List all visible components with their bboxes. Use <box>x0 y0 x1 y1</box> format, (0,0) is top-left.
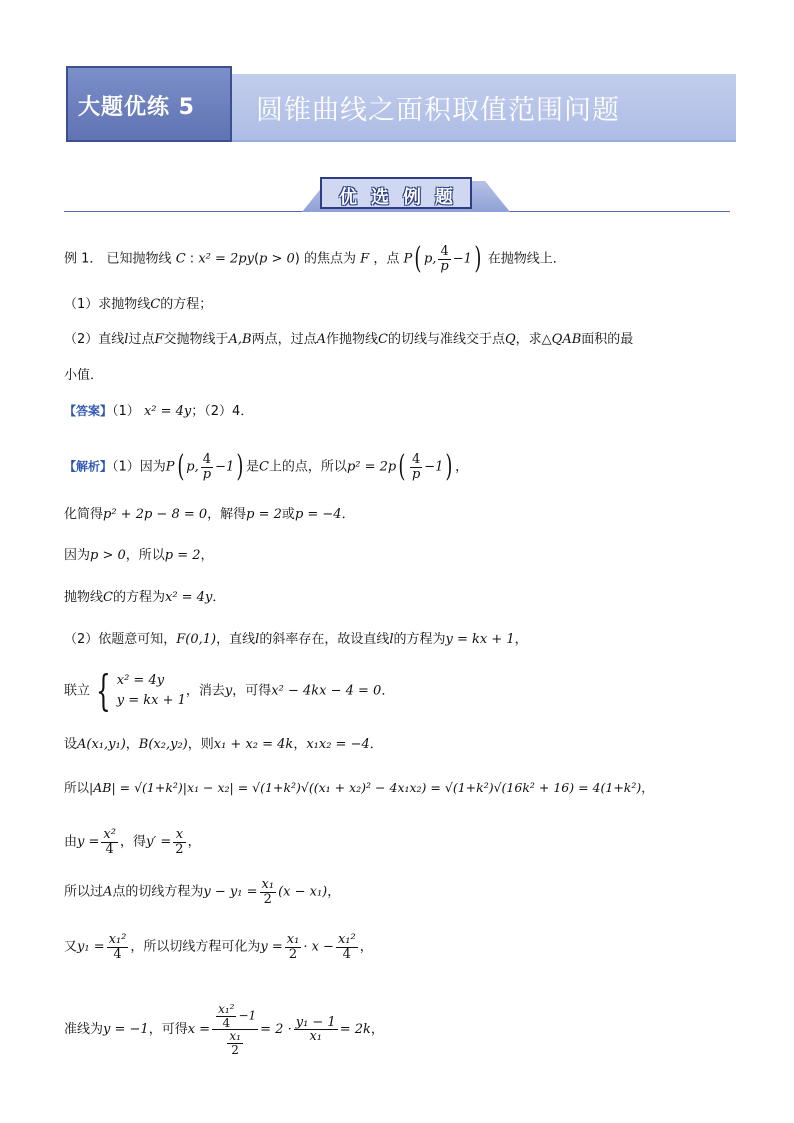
math: −1 <box>452 251 472 267</box>
solution-line-2: 化简得p² + 2p − 8 = 0，解得p = 2或p = −4． <box>64 507 355 522</box>
section-tag-box <box>320 177 472 209</box>
page-title: 圆锥曲线之面积取值范围问题 <box>256 95 620 126</box>
answer-line: 【答案】（1） x² = 4y；（2）4． <box>64 404 254 419</box>
header-banner <box>66 66 736 144</box>
solution-line-12: 准线为y = −1，可得x = $\frac{\text{x₁²}}{4}$ −1 $\frac{\text{x₁}}{2}$ = 2 · $\frac{\text{y₁ − 1}}{\text{x₁}}$ = 2k， <box>64 1002 384 1057</box>
solution-line-10: 所以过A点的切线方程为y − y₁ = $\frac{\text{x₁}}{2}$ (x − x₁)， <box>64 877 341 907</box>
math: x² = 2py <box>198 251 254 267</box>
solution-line-7: 设A(x₁,y₁)，B(x₂,y₂)，则x₁ + x₂ = 4k，x₁x₂ = −4． <box>64 737 383 752</box>
solution-line-6: 联立 { x² = 4y y = kx + 1 ，消去y，可得x² − 4kx − 4 = 0． <box>64 666 395 715</box>
section-tag-text: 优选例题 <box>339 187 467 208</box>
text: 已知抛物线 <box>106 251 172 267</box>
fraction: $\frac{4}{p}$ <box>440 243 449 274</box>
solution-label: 【解析】 <box>64 459 113 474</box>
solution-line-5: （2）依题意可知，F(0,1)，直线l的斜率存在，故设直线l的方程为y = kx + 1， <box>64 632 528 647</box>
problem-q2-cont: 小值． <box>64 368 104 383</box>
math: C <box>175 251 186 267</box>
text: 的焦点为 <box>304 251 357 267</box>
math: p > 0 <box>259 251 295 267</box>
problem-label: 例 1． <box>64 251 103 267</box>
problem-line-1: 例 1． 已知抛物线 C : x² = 2py(p > 0) 的焦点为 F ，点 P( p, $\frac{4}{p}$ −1) 在抛物线上． <box>64 241 566 276</box>
solution-line-9: 由y = $\frac{\text{x²}}{4}$ ，得y′ = $\frac{x}{2}$ ， <box>64 827 201 857</box>
section-tag <box>64 175 730 215</box>
text: ，点 <box>373 251 400 267</box>
solution-line-8: 所以|AB| = √(1+k²)|x₁ − x₂| = √(1+k²)√((x₁ + x₂)² − 4x₁x₂) = √(1+k²)√(16k² + 16) = 4(1+k²)， <box>64 780 654 795</box>
header-badge-text: 大题优练 5 <box>78 95 195 120</box>
solution-line-11: 又y₁ = $\frac{\text{x₁²}}{4}$ ，所以切线方程可化为y = $\frac{\text{x₁}}{2}$ · x − $\frac{\text{x₁²}}{4}$ ， <box>64 932 373 962</box>
solution-line-1: 【解析】（1）因为P( p, $\frac{4}{p}$ −1) 是C上的点，所以p² = 2p( $\frac{4}{p}$ −1) ， <box>64 449 469 484</box>
text: 在抛物线上． <box>487 251 566 267</box>
solution-line-3: 因为p > 0，所以p = 2， <box>64 548 214 563</box>
problem-q2: （2）直线l过点F交抛物线于A,B两点，过点A作抛物线C的切线与准线交于点Q，求△QAB面积的最 <box>64 332 634 347</box>
math: p, <box>423 251 437 267</box>
header-underline <box>232 140 736 142</box>
header-badge <box>66 66 232 142</box>
solution-line-4: 抛物线C的方程为x² = 4y． <box>64 590 226 605</box>
answer-label: 【答案】 <box>64 404 113 418</box>
math: P <box>403 251 413 267</box>
math: F <box>360 251 370 267</box>
header-title-bar <box>232 74 736 140</box>
problem-q1: （1）求抛物线C的方程； <box>64 297 213 312</box>
